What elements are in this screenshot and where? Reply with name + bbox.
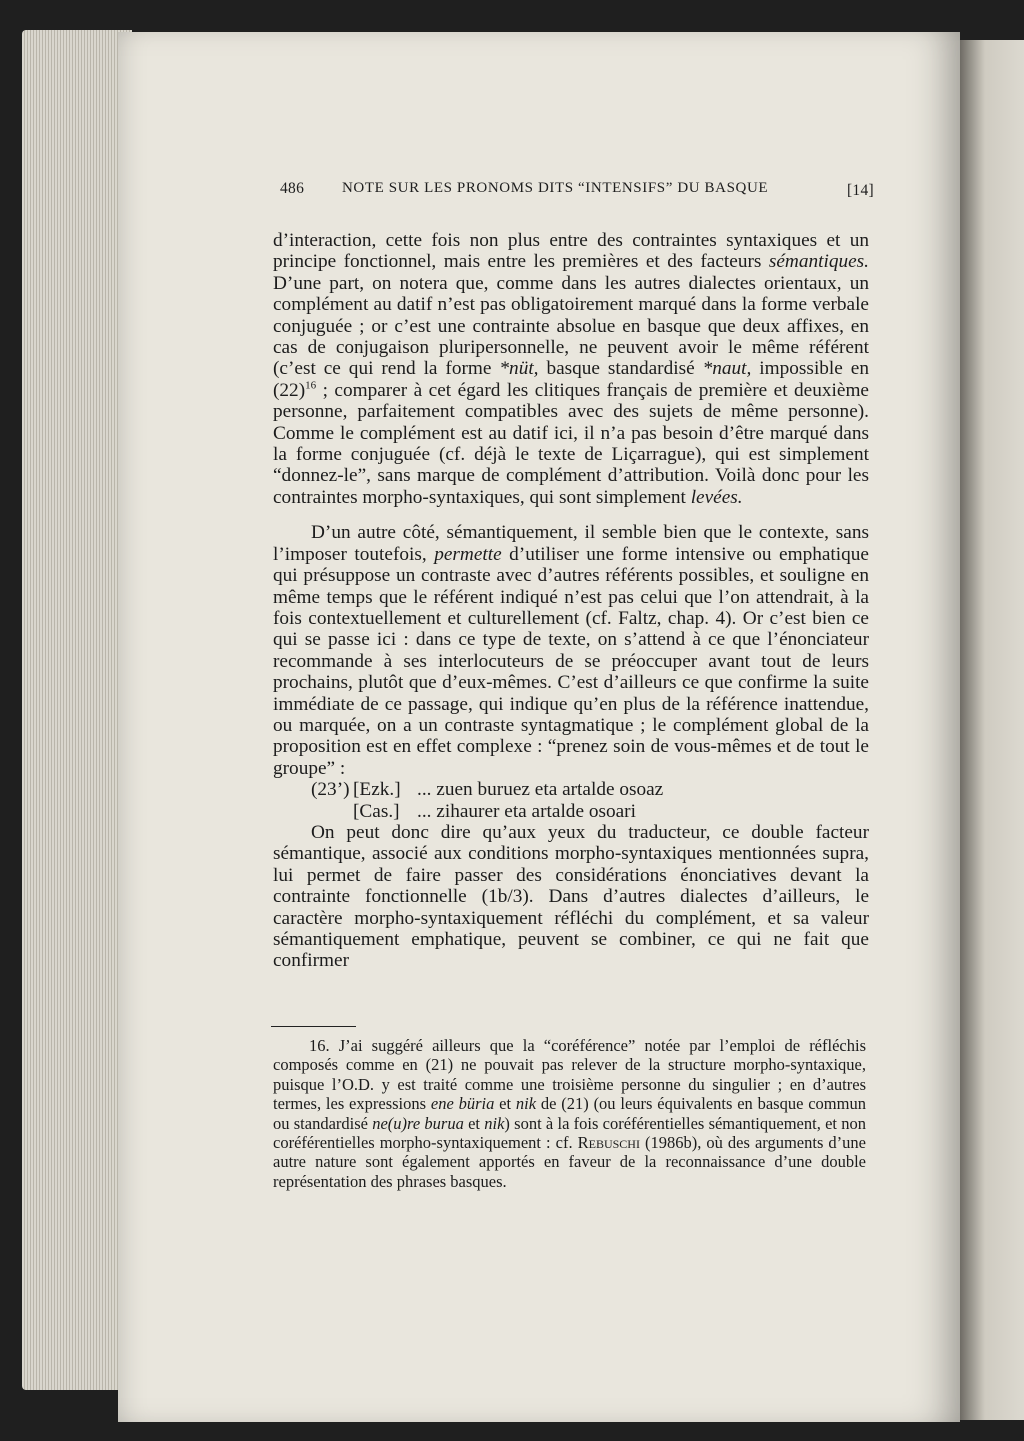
footnote-16: 16. J’ai suggéré ailleurs que la “coréférence” notée par l’emploi de réfléchis composés comme en (21) ne pouvait pas relever de la structure morpho-syntaxique, puisque l’O.D. y est traité comme une troisième personne du singulier ; en d’autres termes, les expressions ene büria et nik de (21) (ou leurs équivalents en basque commun ou standardisé ne(u)re burua et nik) sont à la fois coréférentielles sémantiquement, et non coréférentielles morpho-syntaxiquement : cf. Rebuschi (1986b), où des arguments d’une autre nature sont également apportés en faveur de la reconnaissance d’une double représentation des phrases basques. xyxy=(273,1036,866,1191)
running-header xyxy=(274,180,878,204)
book-page-edges xyxy=(22,30,132,1390)
example-source: [Cas.] xyxy=(353,800,400,822)
footnote-number: 16. xyxy=(309,1036,330,1055)
example-number: (23’) xyxy=(311,779,350,801)
page-number: 486 xyxy=(280,180,305,197)
form-nut: *nüt, xyxy=(499,358,539,380)
running-title: NOTE SUR LES PRONOMS DITS “INTENSIFS” DU BASQUE xyxy=(342,180,769,196)
paragraph-3: On peut donc dire qu’aux yeux du traducteur, ce double facteur sémantique, associé aux conditions morpho-syntaxiques mentionnées supra, lui permet de faire passer des considérations énonciatives devant la contrainte fonctionnelle (1b/3). Dans d’autres dialectes d’ailleurs, le caractère morpho-syntaxiquement réfléchi du complément, et sa valeur sémantiquement emphatique, peuvent se combiner, ce qui ne fait que confirmer xyxy=(273,821,869,972)
example-row xyxy=(311,801,869,822)
emphasis: sémantiques. xyxy=(768,251,869,273)
example-text: ... zuen buruez eta artalde osoaz xyxy=(417,779,664,801)
section-number: [14] xyxy=(846,182,874,199)
footnote-reference[interactable]: 16 xyxy=(305,379,317,392)
example-row xyxy=(311,779,869,800)
emphasis: levées. xyxy=(690,486,743,508)
paragraph-1: d’interaction, cette fois non plus entre des contraintes syntaxiques et un principe fonctionnel, mais entre les premières et des facteurs sémantiques. D’une part, on notera que, comme dans les autres dialectes orientaux, un complément au datif n’est pas obligatoirement marqué dans la forme verbale conjuguée ; or c’est une contrainte absolue en basque que deux affixes, en cas de conjugaison pluripersonnelle, ne peuvent avoir le même référent (c’est ce qui rend la forme *nüt, basque standardisé *naut, impossible en $(22)^{16}$ ; comparer à cet égard les clitiques français de première et deuxième personne, parfaitement compatibles avec des sujets de même personne). Comme le complément est au datif ici, il n’a pas besoin d’être marqué dans la forme conjuguée (cf. déjà le texte de Liçarrague), qui est simplement “donnez-le”, sans marque de complément d’attribution. Voilà donc pour les contraintes morpho-syntaxiques, qui sont simplement levées. xyxy=(273,230,869,508)
author-name: Rebuschi xyxy=(577,1133,640,1153)
footnote-divider xyxy=(271,1026,356,1027)
example-source: [Ezk.] xyxy=(353,779,401,801)
emphasis: permette xyxy=(434,543,502,565)
main-text xyxy=(273,230,869,972)
example-text: ... zihaurer eta artalde osoari xyxy=(417,800,636,822)
form-naut: *naut, xyxy=(702,358,752,380)
example-23 xyxy=(273,779,869,822)
facing-page-edge xyxy=(960,40,1024,1420)
paragraph-2: D’un autre côté, sémantiquement, il semble bien que le contexte, sans l’imposer toutefois, permette d’utiliser une forme intensive ou emphatique qui présuppose un contraste avec d’autres référents possibles, et souligne en même temps que le référent indiqué n’est pas celui que l’on attendrait, à la fois contextuellement et culturellement (cf. Faltz, chap. 4). Or c’est bien ce qui se passe ici : dans ce type de texte, on s’attend à ce que l’énonciateur recommande à ses interlocuteurs de se préoccuper avant tout de leurs prochains, plutôt que d’eux-mêmes. C’est d’ailleurs ce que confirme la suite immédiate de ce passage, qui indique qu’en plus de la référence inattendue, ou marquée, on a un contraste syntagmatique ; le complément global de la proposition est en effet complexe : “prenez soin de vous-mêmes et de tout le groupe” : xyxy=(273,522,869,779)
